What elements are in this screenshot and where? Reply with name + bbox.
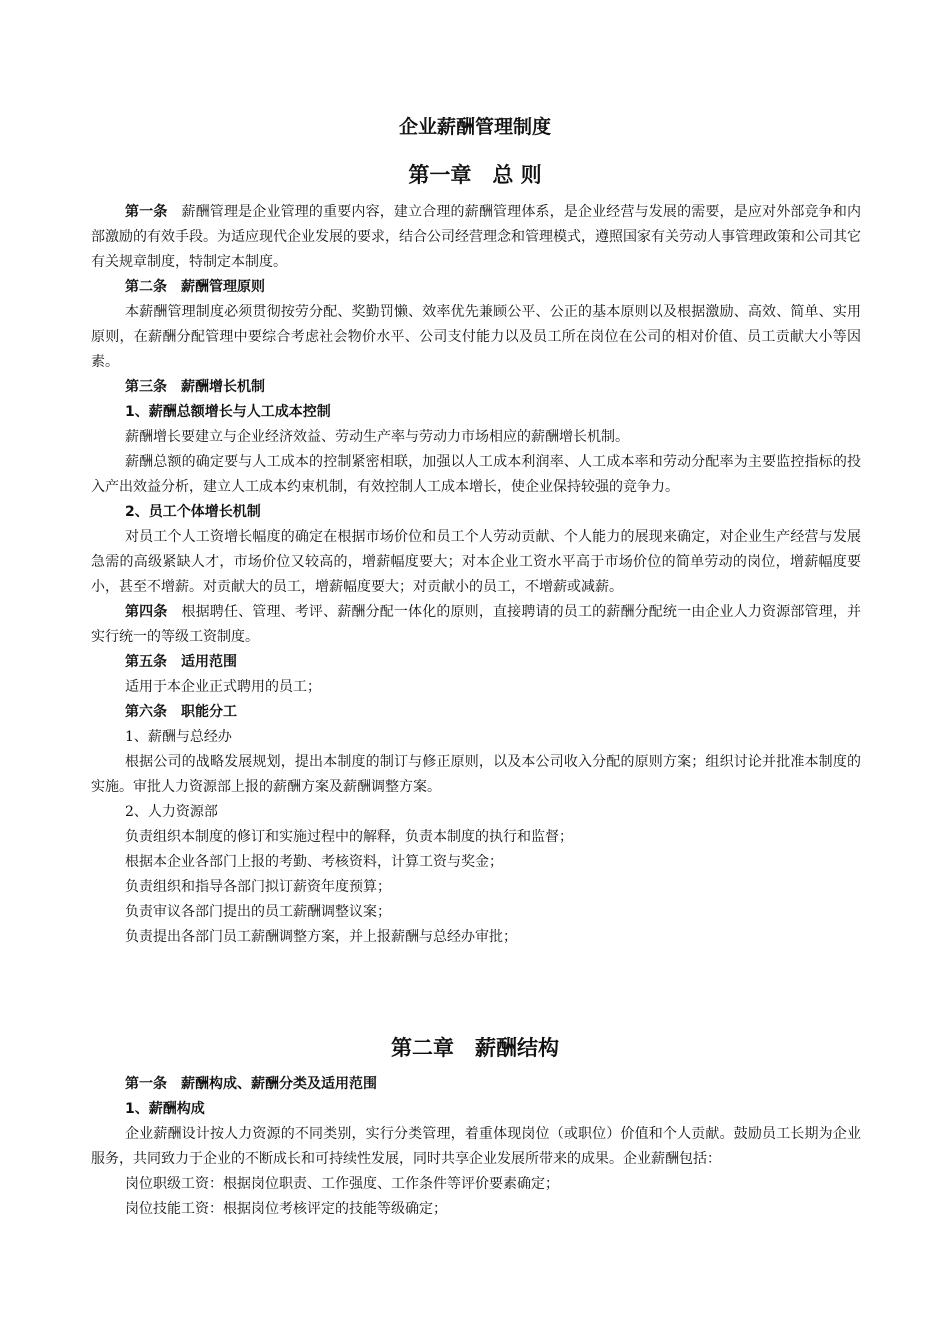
article-3-title: 薪酬增长机制: [181, 379, 265, 395]
article-4: [91, 600, 861, 650]
article-6-section-2: 2、人力资源部: [125, 804, 218, 820]
list-item: 负责审议各部门提出的员工薪酬调整议案；: [125, 904, 391, 920]
ch2-section-1-para-1: 企业薪酬设计按人力资源的不同类别，实行分类管理，着重体现岗位（或职位）价值和个人贡献。鼓励员工长期为企业服务，共同致力于企业的不断成长和可持续性发展，同时共享企业发展所带来的成果。企业薪酬包括：: [91, 1126, 861, 1167]
article-5-label: 第五条: [125, 654, 167, 670]
article-5-heading: [91, 650, 861, 675]
ch2-article-1-title: 薪酬构成、薪酬分类及适用范围: [181, 1076, 377, 1092]
article-2-text: 本薪酬管理制度必须贯彻按劳分配、奖勤罚懒、效率优先兼顾公平、公正的基本原则以及根据激励、高效、简单、实用原则，在薪酬分配管理中要综合考虑社会物价水平、公司支付能力以及员工所在岗位在公司的相对价值、员工贡献大小等因素。: [91, 304, 861, 370]
document-title: 企业薪酬管理制度: [398, 116, 551, 138]
list-item: 岗位职级工资：根据岗位职责、工作强度、工作条件等评价要素确定；: [125, 1176, 559, 1192]
list-item: 岗位技能工资：根据岗位考核评定的技能等级确定；: [125, 1201, 447, 1217]
article-3-section-1-para-2: 薪酬总额的确定要与人工成本的控制紧密相联，加强以人工成本利润率、人工成本率和劳动分配率为主要监控指标的投入产出效益分析，建立人工成本约束机制，有效控制人工成本增长，使企业保持较强的竞争力。: [91, 454, 861, 495]
list-item: 根据本企业各部门上报的考勤、考核资料，计算工资与奖金；: [125, 854, 503, 870]
article-4-text: 根据聘任、管理、考评、薪酬分配一体化的原则，直接聘请的员工的薪酬分配统一由企业人力资源部管理，并实行统一的等级工资制度。: [91, 604, 862, 645]
article-3-heading: [91, 375, 861, 400]
chapter-1-body: [91, 200, 861, 950]
article-6-section-1-para-1: 根据公司的战略发展规划，提出本制度的制订与修正原则，以及本公司收入分配的原则方案；组织讨论并批准本制度的实施。审批人力资源部上报的薪酬方案及薪酬调整方案。: [91, 754, 861, 795]
article-6-label: 第六条: [125, 704, 167, 720]
list-item: 负责组织本制度的修订和实施过程中的解释，负责本制度的执行和监督；: [125, 829, 573, 845]
chapter-1-heading: 第一章 总 则: [408, 163, 542, 187]
article-1: [91, 200, 861, 275]
article-3-section-1: 1、薪酬总额增长与人工成本控制: [125, 404, 331, 420]
ch2-section-1: 1、薪酬构成: [125, 1101, 205, 1117]
ch2-article-1-label: 第一条: [125, 1076, 167, 1092]
chapter-2-body: [91, 1072, 861, 1222]
ch2-article-1-heading: [91, 1072, 861, 1097]
article-2-heading: [91, 275, 861, 300]
article-3-section-1-para-1: 薪酬增长要建立与企业经济效益、劳动生产率与劳动力市场相应的薪酬增长机制。: [125, 429, 629, 445]
article-1-label: 第一条: [125, 204, 168, 220]
article-3-label: 第三条: [125, 379, 167, 395]
article-2-title: 薪酬管理原则: [181, 279, 265, 295]
list-item: 负责组织和指导各部门拟订薪资年度预算；: [125, 879, 391, 895]
article-2-label: 第二条: [125, 279, 167, 295]
article-6-section-1: 1、薪酬与总经办: [125, 729, 232, 745]
article-3-section-2: 2、员工个体增长机制: [125, 504, 261, 520]
article-5-title: 适用范围: [181, 654, 237, 670]
article-3-section-2-para-1: 对员工个人工资增长幅度的确定在根据市场价位和员工个人劳动贡献、个人能力的展现来确定，对企业生产经营与发展急需的高级紧缺人才，市场价位又较高的，增薪幅度要大；对本企业工资水平高于市场价位的简单劳动的岗位，增薪幅度要小，甚至不增薪。对贡献大的员工，增薪幅度要大；对贡献小的员工，不增薪或减薪。: [91, 529, 861, 595]
chapter-2-heading: 第二章 薪酬结构: [391, 1036, 559, 1060]
article-5-text: 适用于本企业正式聘用的员工；: [125, 679, 321, 695]
list-item: 负责提出各部门员工薪酬调整方案，并上报薪酬与总经办审批；: [125, 929, 517, 945]
article-4-label: 第四条: [125, 604, 168, 620]
article-6-heading: [91, 700, 861, 725]
article-6-title: 职能分工: [181, 704, 237, 720]
article-1-text: 薪酬管理是企业管理的重要内容，建立合理的薪酬管理体系，是企业经营与发展的需要，是应对外部竞争和内部激励的有效手段。为适应现代企业发展的要求，结合公司经营理念和管理模式，遵照国家有关劳动人事管理政策和公司其它有关规章制度，特制定本制度。: [91, 204, 862, 270]
